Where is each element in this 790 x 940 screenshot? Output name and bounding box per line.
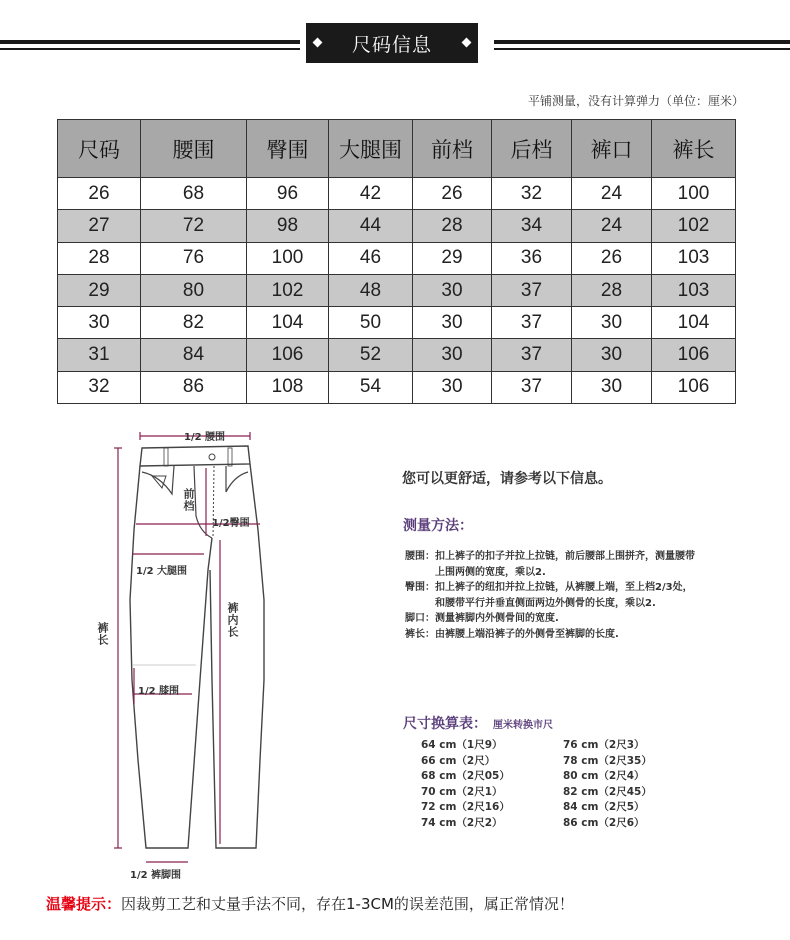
table-cell: 24 <box>572 210 652 242</box>
conversion-title-row <box>403 713 553 733</box>
method-key: 脚口： <box>405 613 435 624</box>
conversion-item: 84 cm（2尺5） <box>563 801 645 813</box>
table-cell: 30 <box>413 307 492 339</box>
table-cell: 26 <box>572 242 652 274</box>
front-rise-label: 前档 <box>182 488 195 512</box>
diamond-icon <box>313 38 323 48</box>
table-cell: 32 <box>492 178 572 210</box>
table-cell: 72 <box>141 210 247 242</box>
table-cell: 36 <box>492 242 572 274</box>
col-header: 大腿围 <box>329 120 413 178</box>
method-text: 扣上裤子的扣子并拉上拉链，前后腰部上围拼齐，测量腰带上围两侧的宽度，乘以2. <box>435 551 695 578</box>
tip-text: 因裁剪工艺和丈量手法不同，存在1-3CM的误差范围，属正常情况！ <box>121 895 574 913</box>
table-cell: 100 <box>247 242 329 274</box>
table-cell: 106 <box>247 339 329 371</box>
table-cell: 44 <box>329 210 413 242</box>
conversion-title: 尺寸换算表： <box>403 716 487 732</box>
table-row <box>58 242 736 274</box>
table-cell: 37 <box>492 339 572 371</box>
table-cell: 108 <box>247 371 329 403</box>
hem-label: 1/2 裤脚围 <box>130 870 182 881</box>
table-cell: 104 <box>247 307 329 339</box>
table-cell: 26 <box>58 178 141 210</box>
table-cell: 48 <box>329 274 413 306</box>
table-cell: 84 <box>141 339 247 371</box>
conversion-item: 72 cm（2尺16） <box>421 801 510 813</box>
method-item <box>405 627 695 643</box>
table-cell: 103 <box>652 274 736 306</box>
table-cell: 30 <box>572 371 652 403</box>
conversion-item: 82 cm（2尺45） <box>563 785 652 798</box>
table-cell: 37 <box>492 371 572 403</box>
table-cell: 46 <box>329 242 413 274</box>
table-row <box>58 371 736 403</box>
conversion-item: 74 cm（2尺2） <box>421 816 503 829</box>
table-cell: 106 <box>652 339 736 371</box>
table-cell: 29 <box>58 274 141 306</box>
conversion-column-right <box>563 738 652 831</box>
col-header: 尺码 <box>58 120 141 178</box>
table-row <box>58 178 736 210</box>
table-cell: 37 <box>492 274 572 306</box>
conversion-column-left <box>421 738 510 831</box>
conversion-item: 64 cm（1尺9） <box>421 739 503 751</box>
header-title: 尺码信息 <box>351 33 432 56</box>
table-cell: 50 <box>329 307 413 339</box>
section-header <box>0 14 790 66</box>
waist-label: 1/2 腰围 <box>184 432 226 443</box>
table-cell: 96 <box>247 178 329 210</box>
table-cell: 32 <box>58 371 141 403</box>
table-row <box>58 274 736 306</box>
table-cell: 29 <box>413 242 492 274</box>
method-list <box>405 549 695 642</box>
col-header: 后档 <box>492 120 572 178</box>
table-cell: 31 <box>58 339 141 371</box>
method-title: 测量方法： <box>403 518 473 534</box>
header-rule-left-thick <box>0 40 300 44</box>
table-cell: 102 <box>247 274 329 306</box>
method-item <box>405 580 695 611</box>
method-item <box>405 549 695 580</box>
method-key: 腰围： <box>405 551 435 562</box>
table-cell: 26 <box>413 178 492 210</box>
table-cell: 27 <box>58 210 141 242</box>
table-cell: 80 <box>141 274 247 306</box>
table-cell: 37 <box>492 307 572 339</box>
table-cell: 30 <box>58 307 141 339</box>
pants-illustration <box>80 420 320 880</box>
method-key: 裤长： <box>405 628 435 640</box>
table-cell: 86 <box>141 371 247 403</box>
table-cell: 28 <box>413 210 492 242</box>
col-header: 裤口 <box>572 120 652 178</box>
conversion-item: 68 cm（2尺05） <box>421 770 510 782</box>
table-cell: 54 <box>329 371 413 403</box>
table-row <box>58 307 736 339</box>
knee-label: 1/2 膝围 <box>138 686 180 697</box>
table-cell: 76 <box>141 242 247 274</box>
inseam-label: 裤内长 <box>226 602 239 638</box>
table-row <box>58 339 736 371</box>
intro-text: 您可以更舒适，请参考以下信息。 <box>402 471 612 487</box>
table-cell: 98 <box>247 210 329 242</box>
conversion-item: 76 cm（2尺3） <box>563 739 645 751</box>
table-cell: 82 <box>141 307 247 339</box>
tip-row <box>46 893 574 914</box>
table-cell: 24 <box>572 178 652 210</box>
table-cell: 42 <box>329 178 413 210</box>
conversion-item: 78 cm（2尺35） <box>563 754 652 767</box>
header-rule-right-thin <box>494 48 790 50</box>
method-text: 由裤腰上端沿裤子的外侧骨至裤脚的长度. <box>435 628 619 640</box>
method-key: 臀围： <box>405 582 435 593</box>
conversion-subtitle: 厘米转换市尺 <box>493 720 553 731</box>
col-header: 腰围 <box>141 120 247 178</box>
pants-diagram <box>80 420 320 880</box>
col-header: 裤长 <box>652 120 736 178</box>
table-cell: 68 <box>141 178 247 210</box>
conversion-item: 70 cm（2尺1） <box>421 785 503 798</box>
method-item <box>405 611 695 627</box>
method-text: 扣上裤子的纽扣并拉上拉链，从裤腰上端，至上档2/3处，和腰带平行并垂直侧面两边外侧骨的长度，乘以2. <box>435 582 693 609</box>
table-cell: 100 <box>652 178 736 210</box>
table-cell: 30 <box>572 339 652 371</box>
size-table <box>57 119 736 404</box>
table-cell: 30 <box>413 274 492 306</box>
table-cell: 103 <box>652 242 736 274</box>
measurement-note: 平铺测量，没有计算弹力（单位：厘米） <box>527 94 744 108</box>
method-text: 测量裤脚内外侧骨间的宽度. <box>435 613 559 624</box>
header-rule-right-thick <box>494 40 790 44</box>
header-title-box <box>306 23 478 63</box>
table-cell: 28 <box>58 242 141 274</box>
col-header: 臀围 <box>247 120 329 178</box>
table-row <box>58 210 736 242</box>
size-table-body <box>58 178 736 404</box>
length-label: 裤长 <box>96 622 109 646</box>
table-cell: 30 <box>572 307 652 339</box>
size-table-header <box>58 120 736 178</box>
hip-label: 1/2臀围 <box>212 518 250 529</box>
table-cell: 30 <box>413 339 492 371</box>
conversion-item: 80 cm（2尺4） <box>563 770 645 782</box>
conversion-item: 86 cm（2尺6） <box>563 816 645 829</box>
table-cell: 106 <box>652 371 736 403</box>
table-cell: 104 <box>652 307 736 339</box>
table-cell: 52 <box>329 339 413 371</box>
header-rule-left-thin <box>0 48 300 50</box>
col-header: 前档 <box>413 120 492 178</box>
tip-label: 温馨提示： <box>46 895 122 913</box>
table-cell: 102 <box>652 210 736 242</box>
conversion-item: 66 cm（2尺） <box>421 754 496 767</box>
table-cell: 28 <box>572 274 652 306</box>
thigh-label: 1/2 大腿围 <box>136 566 188 577</box>
table-cell: 34 <box>492 210 572 242</box>
table-cell: 30 <box>413 371 492 403</box>
diamond-icon <box>462 38 472 48</box>
